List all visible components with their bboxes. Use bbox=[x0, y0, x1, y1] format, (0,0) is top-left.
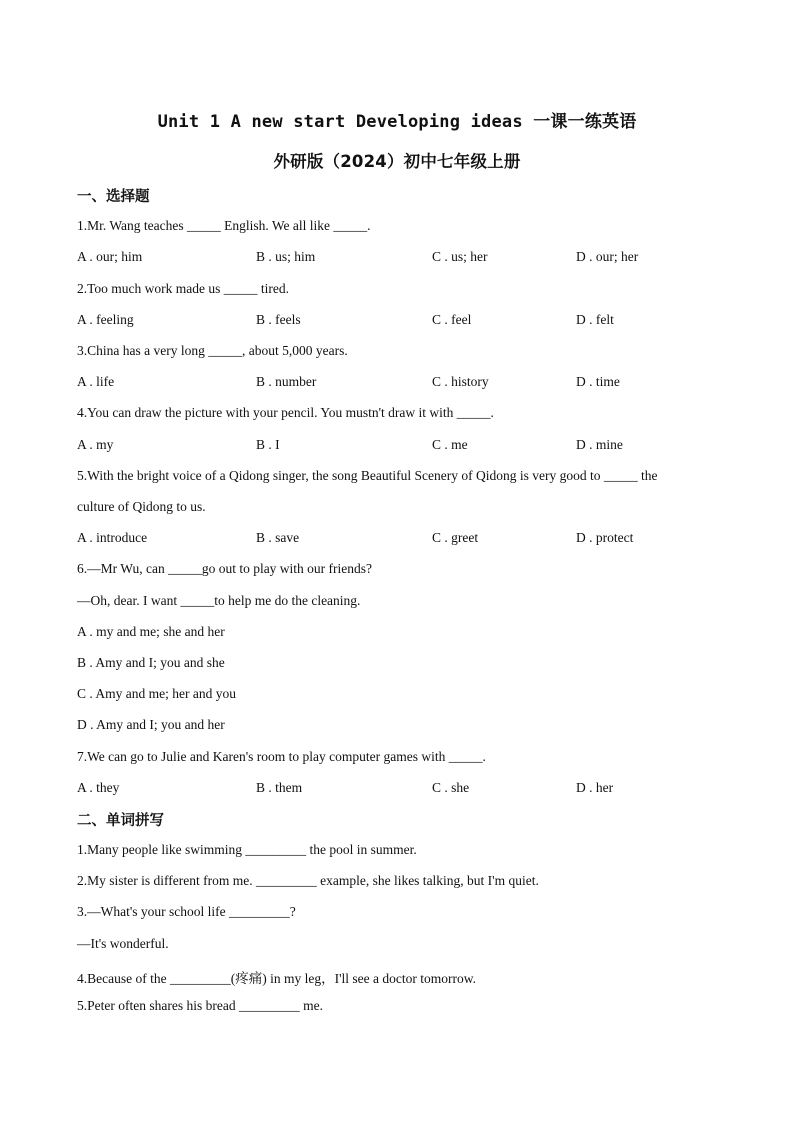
question-stem: 7.We can go to Julie and Karen's room to play computer games with _____. bbox=[77, 749, 486, 764]
option-b: B . Amy and I; you and she bbox=[77, 655, 225, 670]
option-c: C . history bbox=[432, 374, 489, 389]
option-a: A . feeling bbox=[77, 312, 134, 327]
option-d: D . protect bbox=[576, 530, 634, 545]
spelling-item: 5.Peter often shares his bread _________ me. bbox=[77, 998, 323, 1013]
option-d: D . her bbox=[576, 780, 614, 795]
spelling-item: 2.My sister is different from me. _________ example, she likes talking, but I'm quiet. bbox=[77, 873, 539, 888]
option-d: D . Amy and I; you and her bbox=[77, 717, 225, 732]
option-d: D . time bbox=[576, 374, 620, 389]
section-heading-spelling: 二、单词拼写 bbox=[77, 813, 164, 829]
question-stem-continued: culture of Qidong to us. bbox=[77, 499, 206, 514]
option-a: A . my and me; she and her bbox=[77, 624, 225, 639]
question-stem: 1.Mr. Wang teaches _____ English. We all like _____. bbox=[77, 218, 371, 233]
option-b: B . save bbox=[256, 530, 300, 545]
option-b: B . us; him bbox=[256, 249, 316, 264]
option-a: A . introduce bbox=[77, 530, 148, 545]
option-a: A . our; him bbox=[77, 249, 143, 264]
option-b: B . feels bbox=[256, 312, 301, 327]
option-c: C . us; her bbox=[432, 249, 488, 264]
question-stem: 2.Too much work made us _____ tired. bbox=[77, 281, 290, 296]
option-b: B . I bbox=[256, 437, 280, 452]
option-a: A . they bbox=[77, 780, 120, 795]
section-heading-multiple-choice: 一、选择题 bbox=[77, 189, 150, 205]
option-b: B . them bbox=[256, 780, 303, 795]
question-stem: 3.China has a very long _____, about 5,000 years. bbox=[77, 343, 348, 358]
spelling-item: 4.Because of the _________(疼痛) in my leg，I'll see a doctor tomorrow. bbox=[77, 971, 476, 986]
option-d: D . mine bbox=[576, 437, 623, 452]
question-stem: 4.You can draw the picture with your pencil. You mustn't draw it with _____. bbox=[77, 405, 494, 420]
option-c: C . feel bbox=[432, 312, 472, 327]
spelling-item-continued: —It's wonderful. bbox=[77, 936, 169, 951]
spelling-item: 1.Many people like swimming _________ the pool in summer. bbox=[77, 842, 417, 857]
option-d: D . felt bbox=[576, 312, 614, 327]
worksheet-title: Unit 1 A new start Developing ideas 一课一练英语 bbox=[157, 112, 637, 132]
option-a: A . my bbox=[77, 437, 114, 452]
option-c: C . Amy and me; her and you bbox=[77, 686, 236, 701]
option-b: B . number bbox=[256, 374, 317, 389]
option-d: D . our; her bbox=[576, 249, 639, 264]
question-stem: 5.With the bright voice of a Qidong singer, the song Beautiful Scenery of Qidong is very good to _____ the bbox=[77, 468, 658, 483]
option-c: C . she bbox=[432, 780, 470, 795]
question-stem-continued: —Oh, dear. I want _____to help me do the cleaning. bbox=[77, 593, 361, 608]
spelling-item: 3.—What's your school life _________? bbox=[77, 904, 296, 919]
option-a: A . life bbox=[77, 374, 115, 389]
option-c: C . greet bbox=[432, 530, 479, 545]
option-c: C . me bbox=[432, 437, 468, 452]
worksheet-subtitle: 外研版（2024）初中七年级上册 bbox=[273, 152, 521, 171]
question-stem: 6.—Mr Wu, can _____go out to play with our friends? bbox=[77, 561, 373, 576]
